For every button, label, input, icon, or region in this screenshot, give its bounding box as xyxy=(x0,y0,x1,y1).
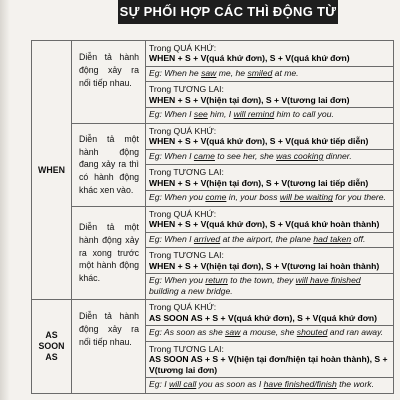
example-verb-underlined: had taken xyxy=(313,233,352,244)
table-row xyxy=(32,41,394,82)
example-verb-underlined: come xyxy=(205,192,227,203)
tense-usage-cell xyxy=(146,123,394,164)
example-text: Eg: As soon as she xyxy=(149,327,226,338)
example-text: to the town, they xyxy=(227,275,296,286)
example-divider xyxy=(146,190,393,191)
tense-label: Trong TƯƠNG LAI: xyxy=(149,343,224,354)
usage-meaning: Diễn tả một hành động đang xảy ra thì có hành động khác xen vào. xyxy=(72,123,146,206)
example-verb-underlined: will call xyxy=(169,379,197,390)
usage-meaning: Diễn tả một hành động xảy ra xong trước một hành động khác. xyxy=(72,206,146,299)
example-text: the work. xyxy=(336,379,374,390)
example-text: and ran away. xyxy=(327,327,384,338)
example-text: Eg: When I xyxy=(149,109,194,120)
example-text: off. xyxy=(351,233,366,244)
example-text: at me. xyxy=(272,67,299,78)
example-text: Eg: When you xyxy=(149,192,206,203)
table-row xyxy=(32,123,394,164)
tense-usage-cell xyxy=(146,341,394,393)
tense-label: Trong QUÁ KHỨ: xyxy=(149,125,217,136)
grammar-formula: WHEN + S + V(hiện tại đơn), S + V(tương lai đơn) xyxy=(149,94,350,105)
grammar-formula: WHEN + S + V(quá khứ đơn), S + V(quá khứ hoàn thành) xyxy=(149,219,380,230)
table-row xyxy=(32,300,394,341)
tense-usage-cell xyxy=(146,206,394,247)
conjunction-keyword: AS SOON AS xyxy=(32,300,72,393)
grammar-table-body xyxy=(32,41,394,394)
tense-usage-cell xyxy=(146,300,394,341)
tense-usage-cell xyxy=(146,82,394,123)
example-text: Eg: When he xyxy=(149,67,202,78)
example-text: dinner. xyxy=(323,150,352,161)
conjunction-keyword: WHEN xyxy=(32,41,72,300)
example-verb-underlined: will remind xyxy=(233,109,275,120)
example-text: a mouse, she xyxy=(240,327,297,338)
tense-label: Trong QUÁ KHỨ: xyxy=(149,302,217,313)
example-divider xyxy=(146,273,393,274)
grammar-formula: AS SOON AS + S + V(quá khứ đơn), S + V(quá khứ đơn) xyxy=(149,312,377,323)
tense-usage-cell xyxy=(146,165,394,206)
example-text: building a new bridge. xyxy=(149,285,233,296)
example-divider xyxy=(146,377,393,378)
example-text: Eg: I xyxy=(149,379,170,390)
example-verb-underlined: see xyxy=(193,109,208,120)
section-header-title: SỰ PHỐI HỢP CÁC THÌ ĐỘNG TỪ xyxy=(119,4,337,19)
usage-meaning: Diễn tả hành động xảy ra nối tiếp nhau. xyxy=(72,41,146,124)
example-text: him to call you. xyxy=(274,109,334,120)
example-text: you as soon as I xyxy=(196,379,264,390)
example-verb-underlined: will have finished xyxy=(295,275,361,286)
example-sentence xyxy=(149,234,390,244)
example-text: Eg: When you xyxy=(149,275,206,286)
example-sentence xyxy=(149,379,390,389)
grammar-formula: AS SOON AS + S + V(hiện tại đơn/hiện tại hoàn thành), S + V(tương lai đơn) xyxy=(149,354,388,375)
example-divider xyxy=(146,107,393,108)
section-header xyxy=(118,0,338,22)
example-sentence xyxy=(149,192,390,202)
example-sentence xyxy=(149,151,390,161)
grammar-table xyxy=(31,40,394,394)
example-verb-underlined: have finished/finish xyxy=(263,379,337,390)
example-verb-underlined: return xyxy=(205,275,228,286)
grammar-formula: WHEN + S + V(hiện tại đơn), S + V(tương lai tiếp diễn) xyxy=(149,177,369,188)
example-verb-underlined: arrived xyxy=(193,233,221,244)
example-verb-underlined: was cooking xyxy=(276,150,324,161)
tense-label: Trong TƯƠNG LAI: xyxy=(149,84,224,95)
example-divider xyxy=(146,325,393,326)
grammar-formula: WHEN + S + V(quá khứ đơn), S + V(quá khứ tiếp diễn) xyxy=(149,136,369,147)
example-text: him, I xyxy=(207,109,234,120)
example-sentence xyxy=(149,109,390,119)
grammar-formula: WHEN + S + V(hiện tại đơn), S + V(tương lai hoàn thành) xyxy=(149,260,380,271)
page-edge-shadow xyxy=(0,0,10,400)
example-verb-underlined: smiled xyxy=(247,67,273,78)
example-text: Eg: When I xyxy=(149,233,194,244)
example-verb-underlined: saw xyxy=(201,67,217,78)
example-divider xyxy=(146,149,393,150)
example-divider xyxy=(146,66,393,67)
tense-label: Trong TƯƠNG LAI: xyxy=(149,167,224,178)
example-verb-underlined: shouted xyxy=(296,327,328,338)
example-text: at the airport, the plane xyxy=(220,233,314,244)
example-verb-underlined: saw xyxy=(225,327,241,338)
example-sentence xyxy=(149,327,390,337)
example-sentence xyxy=(149,275,390,296)
tense-label: Trong TƯƠNG LAI: xyxy=(149,250,224,261)
tense-label: Trong QUÁ KHỨ: xyxy=(149,208,217,219)
example-divider xyxy=(146,232,393,233)
example-text: for you there. xyxy=(332,192,386,203)
example-text: me, he xyxy=(216,67,248,78)
example-text: in, your boss xyxy=(226,192,280,203)
table-row xyxy=(32,206,394,247)
example-text: to see her, she xyxy=(214,150,277,161)
header-underline xyxy=(118,22,338,24)
example-text: Eg: When I xyxy=(149,150,194,161)
grammar-formula: WHEN + S + V(quá khứ đơn), S + V(quá khứ đơn) xyxy=(149,53,350,64)
example-verb-underlined: came xyxy=(193,150,215,161)
usage-meaning: Diễn tả hành động xảy ra nối tiếp nhau. xyxy=(72,300,146,393)
tense-label: Trong QUÁ KHỨ: xyxy=(149,43,217,53)
example-sentence xyxy=(149,68,390,78)
tense-usage-cell xyxy=(146,41,394,82)
example-verb-underlined: will be waiting xyxy=(279,192,333,203)
tense-usage-cell xyxy=(146,248,394,300)
